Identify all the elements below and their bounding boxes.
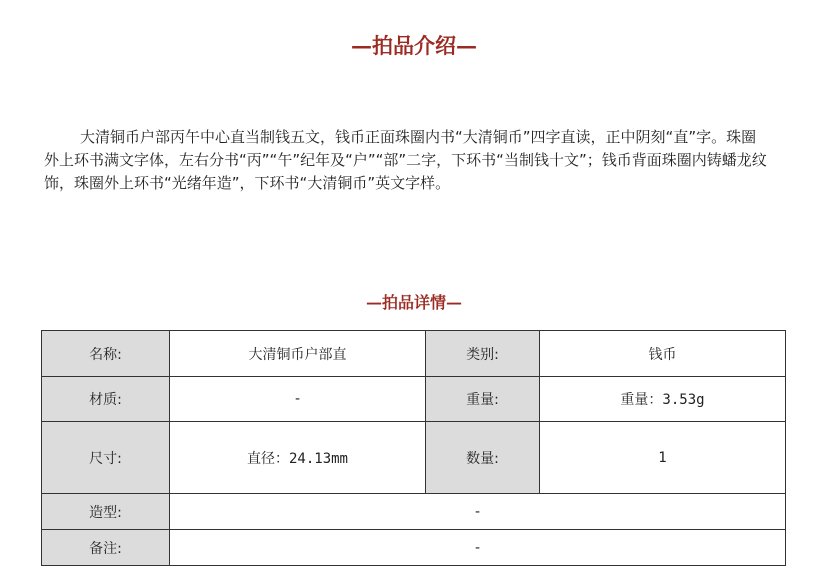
name-value: 大清铜币户部直 [170, 331, 426, 377]
remarks-value: - [170, 530, 786, 566]
shape-value: - [170, 494, 786, 530]
intro-title: —拍品介绍— [351, 33, 477, 58]
intro-description: 大清铜币户部丙午中心直当制钱五文，钱币正面珠圈内书“大清铜币”四字直读，正中阴刻“直”字。珠圈外上环书满文字体，左右分书“丙”“午”纪年及“户”“部”二字，下环书“当制钱十文”；钱币背面珠圈内铸蟠龙纹饰，珠圈外上环书“光绪年造”，下环书“大清铜币”英文字样。 [44, 128, 767, 192]
table-row [42, 494, 786, 530]
shape-label: 造型: [42, 494, 170, 530]
details-table [41, 330, 786, 566]
material-label: 材质: [42, 377, 170, 422]
details-title: —拍品详情— [365, 293, 462, 312]
table-row [42, 530, 786, 566]
weight-label: 重量: [426, 377, 540, 422]
category-value: 钱币 [540, 331, 786, 377]
name-label: 名称: [42, 331, 170, 377]
size-value: 直径：24.13mm [170, 422, 426, 494]
remarks-label: 备注: [42, 530, 170, 566]
table-row [42, 377, 786, 422]
table-row [42, 422, 786, 494]
size-label: 尺寸: [42, 422, 170, 494]
category-label: 类别: [426, 331, 540, 377]
weight-value: 重量：3.53g [540, 377, 786, 422]
quantity-value: 1 [540, 422, 786, 494]
material-value: - [170, 377, 426, 422]
quantity-label: 数量: [426, 422, 540, 494]
table-row [42, 331, 786, 377]
